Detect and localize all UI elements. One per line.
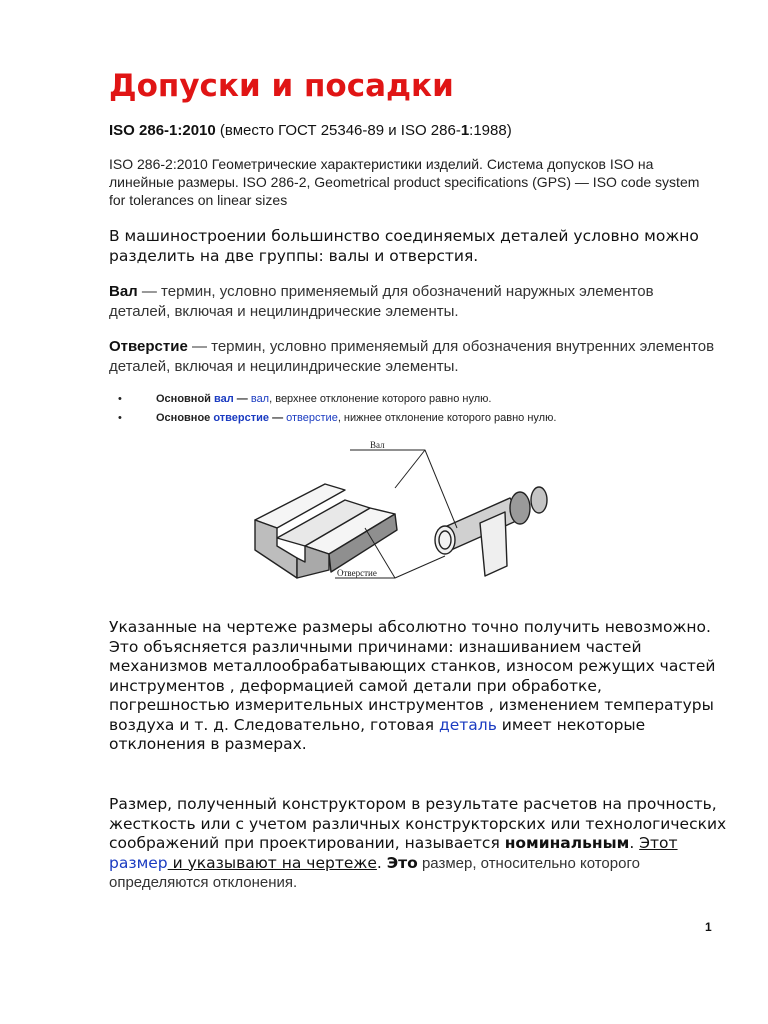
bullet-text: , верхнее отклонение которого равно нулю. (269, 393, 492, 405)
iso-code: ISO 286-1:2010 (109, 122, 216, 139)
shaft-collar (510, 492, 530, 524)
hole-leader-2 (395, 556, 445, 578)
intro-paragraph: В машиностроении большинство соединяемых деталей условно можно разделить на две группы: валы и отверстия. (109, 227, 699, 265)
shaft-collar-end (531, 487, 547, 513)
shaft-definition (109, 282, 709, 322)
shaft-hole-illustration (245, 438, 555, 608)
link-shaft[interactable]: вал (213, 393, 234, 405)
bullet-dot: • (118, 393, 122, 405)
shaft-leader-2 (395, 450, 425, 488)
iso-description: ISO 286-2:2010 Геометрические характеристики изделий. Система допусков ISO на линейные размеры. ISO 286-2, Geometrical product specifications (GPS) — ISO code system for tolerances on linear sizes (109, 156, 700, 208)
page-number: 1 (705, 920, 712, 934)
link-hole[interactable]: отверстие (213, 412, 270, 424)
para5-sep-2: . (376, 853, 387, 872)
bullet-dot: • (118, 412, 122, 424)
para5-text: Размер, полученный конструктором в результате расчетов на прочность, жесткость или с учетом различных конструкторских или технологических соображений при проектировании, называется (109, 795, 727, 852)
key-piece (480, 512, 507, 576)
iso-note: (вместо ГОСТ 25346-89 и ISO 286- (215, 122, 461, 139)
para4-text-end: имеет некоторые отклонения в размерах. (109, 715, 646, 753)
label-hole: Отверстие (337, 568, 377, 578)
link-size[interactable]: размер (109, 853, 168, 872)
label-shaft: Вал (370, 440, 385, 450)
bullet-list (118, 390, 678, 428)
bullet-item (118, 390, 678, 409)
bullet-item (118, 409, 678, 428)
iso-standard-line (109, 122, 512, 139)
link-size-2[interactable]: размер (421, 854, 473, 872)
bullet-dash: — (233, 393, 251, 405)
bullet-dash: — (269, 412, 287, 424)
para4-text: Указанные на чертеже размеры абсолютно точно получить невозможно. Это объясняется различными причинами: изнашиванием частей механизмов металлообрабатывающих станков, износом режущих частей инструментов , деформацией самой детали при обработке, погрешностью измерительных инструментов , изменением температуры воздуха и т. д. Следовательно, готовая (109, 618, 716, 734)
iso-year: :1988) (469, 122, 512, 139)
shaft-end (435, 526, 455, 554)
shaft-term: Вал (109, 283, 138, 300)
hole-term: Отверстие (109, 338, 188, 355)
bullet-prefix: Основное (156, 412, 214, 424)
block-front (255, 520, 297, 578)
page-title: Допуски и посадки (109, 68, 454, 104)
para5-text-end: , относительно которого определяются отклонения. (109, 854, 640, 891)
para5-underlined-2: и указывают на чертеже (167, 853, 377, 872)
tolerance-paragraph (109, 618, 719, 755)
para5-underlined: Этот (639, 834, 678, 852)
shaft-text: — термин, условно применяемый для обозначений наружных элементов деталей, включая и нецилиндрические элементы. (109, 283, 654, 320)
link-hole-2[interactable]: отверстие (286, 412, 338, 424)
link-detail[interactable]: деталь (439, 715, 497, 734)
iso-part: 1 (460, 122, 470, 139)
hole-text: — термин, условно применяемый для обозначения внутренних элементов деталей, включая и нецилиндрические элементы. (109, 338, 715, 375)
nominal-term: номинальным (504, 834, 630, 852)
bullet-text: , нижнее отклонение которого равно нулю. (337, 412, 557, 424)
hole-definition (109, 337, 719, 377)
link-shaft-2[interactable]: вал (250, 393, 270, 405)
bullet-prefix: Основной (156, 393, 214, 405)
para5-bold: Это (386, 853, 418, 872)
para5-sep: . (629, 834, 640, 852)
nominal-size-paragraph (109, 795, 729, 893)
